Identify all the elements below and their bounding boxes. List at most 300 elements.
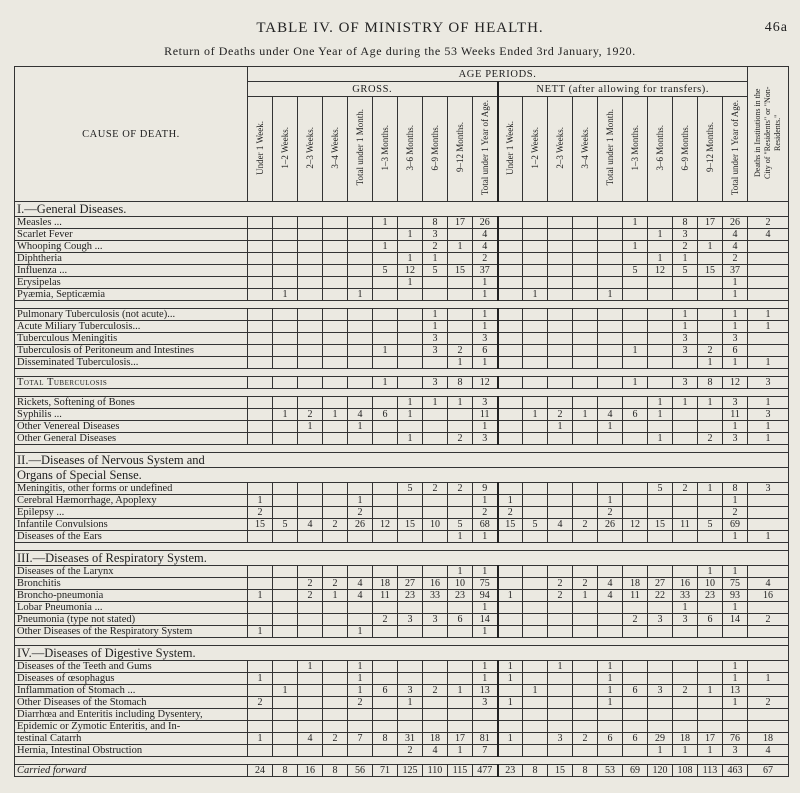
gross-value-cell: 71 xyxy=(373,765,398,777)
gross-value-cell xyxy=(373,673,398,685)
nett-value-cell xyxy=(698,333,723,345)
gross-value-cell xyxy=(273,745,298,757)
gross-value-cell xyxy=(323,661,348,673)
gross-value-cell: 5 xyxy=(423,265,448,277)
nett-value-cell xyxy=(598,217,623,229)
table-row xyxy=(15,309,789,321)
cause-label: Broncho-pneumonia xyxy=(15,590,248,602)
nett-value-cell: 3 xyxy=(673,377,698,389)
gross-value-cell xyxy=(273,661,298,673)
nett-value-cell xyxy=(523,483,548,495)
nett-value-cell xyxy=(573,697,598,709)
nett-value-cell xyxy=(598,397,623,409)
residents-value-cell: 3 xyxy=(748,483,789,495)
gross-value-cell xyxy=(273,421,298,433)
gross-value-cell xyxy=(373,289,398,301)
nett-value-cell xyxy=(698,253,723,265)
nett-value-cell: 108 xyxy=(673,765,698,777)
gross-value-cell xyxy=(423,507,448,519)
gross-col-header: 3–6 Months. xyxy=(398,97,423,202)
gross-value-cell: 10 xyxy=(448,578,473,590)
gross-value-cell xyxy=(373,495,398,507)
gross-value-cell xyxy=(373,309,398,321)
nett-value-cell: 1 xyxy=(548,661,573,673)
nett-value-cell: 1 xyxy=(723,309,748,321)
nett-value-cell xyxy=(573,309,598,321)
gross-value-cell xyxy=(248,602,273,614)
gross-value-cell: 2 xyxy=(298,409,323,421)
nett-value-cell xyxy=(698,409,723,421)
gross-value-cell xyxy=(423,409,448,421)
gross-value-cell: 11 xyxy=(373,590,398,602)
gross-value-cell: 1 xyxy=(373,345,398,357)
gross-value-cell xyxy=(273,397,298,409)
nett-value-cell xyxy=(573,265,598,277)
mortality-table xyxy=(14,66,789,777)
gross-value-cell: 1 xyxy=(473,673,498,685)
gross-value-cell: 15 xyxy=(448,265,473,277)
residents-value-cell xyxy=(748,566,789,578)
residents-value-cell xyxy=(748,661,789,673)
nett-value-cell: 17 xyxy=(698,733,723,745)
nett-value-cell xyxy=(723,709,748,721)
nett-value-cell xyxy=(648,531,673,543)
gross-value-cell xyxy=(248,531,273,543)
nett-value-cell xyxy=(548,265,573,277)
nett-value-cell xyxy=(573,602,598,614)
gross-value-cell: 1 xyxy=(448,531,473,543)
nett-value-cell xyxy=(698,673,723,685)
gross-value-cell xyxy=(348,277,373,289)
nett-value-cell xyxy=(573,566,598,578)
nett-value-cell xyxy=(648,673,673,685)
nett-value-cell xyxy=(548,377,573,389)
table-row xyxy=(15,321,789,333)
gross-value-cell: 1 xyxy=(248,495,273,507)
gross-value-cell: 3 xyxy=(423,614,448,626)
nett-value-cell xyxy=(673,626,698,638)
nett-value-cell xyxy=(673,673,698,685)
gross-value-cell xyxy=(298,397,323,409)
gross-value-cell xyxy=(323,289,348,301)
gross-value-cell: 1 xyxy=(273,409,298,421)
gross-value-cell xyxy=(298,253,323,265)
gross-value-cell: 16 xyxy=(423,578,448,590)
nett-value-cell xyxy=(548,217,573,229)
nett-value-cell: 22 xyxy=(648,590,673,602)
nett-value-cell: 1 xyxy=(673,397,698,409)
nett-value-cell xyxy=(623,673,648,685)
nett-value-cell: 6 xyxy=(623,685,648,697)
gross-value-cell xyxy=(323,265,348,277)
gross-value-cell: 8 xyxy=(273,765,298,777)
gross-value-cell xyxy=(273,733,298,745)
nett-value-cell: 12 xyxy=(723,377,748,389)
gross-value-cell: 1 xyxy=(473,357,498,369)
gross-value-cell: 5 xyxy=(373,265,398,277)
table-row xyxy=(15,590,789,602)
cause-label: Other General Diseases xyxy=(15,433,248,445)
residents-value-cell: 1 xyxy=(748,309,789,321)
section-heading: II.—Diseases of Nervous System and xyxy=(15,453,789,468)
gross-value-cell xyxy=(298,507,323,519)
gross-value-cell: 1 xyxy=(448,745,473,757)
nett-value-cell: 53 xyxy=(598,765,623,777)
gross-value-cell xyxy=(448,673,473,685)
gross-value-cell xyxy=(298,614,323,626)
gross-value-cell: 4 xyxy=(348,578,373,590)
table-row xyxy=(15,253,789,265)
nett-value-cell xyxy=(498,357,523,369)
gross-value-cell xyxy=(398,673,423,685)
cause-label: Meningitis, other forms or undefined xyxy=(15,483,248,495)
gross-value-cell: 477 xyxy=(473,765,498,777)
nett-value-cell: 2 xyxy=(548,590,573,602)
nett-value-cell xyxy=(623,397,648,409)
nett-value-cell: 8 xyxy=(523,765,548,777)
gross-value-cell xyxy=(348,397,373,409)
cause-label: Whooping Cough ... xyxy=(15,241,248,253)
nett-value-cell: 5 xyxy=(698,519,723,531)
gross-value-cell: 115 xyxy=(448,765,473,777)
nett-value-cell xyxy=(623,483,648,495)
nett-value-cell xyxy=(673,409,698,421)
gross-value-cell: 17 xyxy=(448,217,473,229)
table-row xyxy=(15,507,789,519)
nett-value-cell xyxy=(548,345,573,357)
gross-value-cell: 1 xyxy=(473,421,498,433)
gross-value-cell xyxy=(423,495,448,507)
gross-value-cell xyxy=(398,531,423,543)
nett-value-cell xyxy=(548,277,573,289)
nett-value-cell xyxy=(523,590,548,602)
gross-value-cell xyxy=(323,709,348,721)
nett-value-cell: 26 xyxy=(598,519,623,531)
gross-value-cell: 1 xyxy=(248,626,273,638)
gross-value-cell xyxy=(348,217,373,229)
gross-value-cell xyxy=(348,253,373,265)
gross-value-cell xyxy=(273,673,298,685)
nett-value-cell: 1 xyxy=(723,602,748,614)
cause-label: Syphilis ... xyxy=(15,409,248,421)
table-row xyxy=(15,685,789,697)
nett-value-cell: 37 xyxy=(723,265,748,277)
table-row xyxy=(15,519,789,531)
gross-value-cell xyxy=(273,345,298,357)
nett-value-cell xyxy=(698,507,723,519)
gross-value-cell xyxy=(248,661,273,673)
gross-value-cell xyxy=(273,229,298,241)
gross-value-cell xyxy=(423,602,448,614)
nett-value-cell xyxy=(548,483,573,495)
gross-value-cell xyxy=(398,495,423,507)
nett-value-cell xyxy=(598,253,623,265)
gross-value-cell: 18 xyxy=(423,733,448,745)
gross-value-cell xyxy=(423,289,448,301)
gross-value-cell xyxy=(448,309,473,321)
spacer-row xyxy=(15,445,789,453)
gross-value-cell: 37 xyxy=(473,265,498,277)
residents-value-cell: 1 xyxy=(748,321,789,333)
nett-value-cell xyxy=(598,566,623,578)
nett-value-cell xyxy=(698,421,723,433)
gross-value-cell xyxy=(398,602,423,614)
nett-value-cell xyxy=(648,309,673,321)
gross-value-cell xyxy=(398,309,423,321)
gross-value-cell xyxy=(273,277,298,289)
gross-value-cell xyxy=(273,507,298,519)
nett-value-cell: 1 xyxy=(548,421,573,433)
gross-value-cell: 1 xyxy=(423,397,448,409)
gross-value-cell xyxy=(248,289,273,301)
nett-value-cell: 1 xyxy=(623,377,648,389)
nett-value-cell xyxy=(673,709,698,721)
nett-value-cell xyxy=(673,661,698,673)
gross-value-cell xyxy=(373,421,398,433)
nett-value-cell: 2 xyxy=(548,578,573,590)
nett-value-cell xyxy=(498,709,523,721)
nett-value-cell xyxy=(723,626,748,638)
nett-value-cell: 1 xyxy=(723,277,748,289)
gross-value-cell xyxy=(323,495,348,507)
nett-value-cell: 1 xyxy=(498,661,523,673)
title-text: TABLE IV. OF MINISTRY OF HEALTH. xyxy=(256,20,544,36)
gross-value-cell: 2 xyxy=(448,433,473,445)
nett-value-cell xyxy=(573,321,598,333)
cause-label: Diseases of œsophagus xyxy=(15,673,248,685)
nett-value-cell: 6 xyxy=(723,345,748,357)
gross-value-cell xyxy=(248,333,273,345)
gross-value-cell xyxy=(423,421,448,433)
nett-value-cell xyxy=(548,685,573,697)
nett-value-cell: 3 xyxy=(548,733,573,745)
gross-value-cell: 68 xyxy=(473,519,498,531)
gross-value-cell: 1 xyxy=(473,602,498,614)
cause-label: Diarrhœa and Enteritis including Dysentery, xyxy=(15,709,248,721)
residents-value-cell xyxy=(748,721,789,733)
nett-value-cell: 1 xyxy=(648,397,673,409)
nett-value-cell xyxy=(698,309,723,321)
nett-value-cell xyxy=(548,357,573,369)
residents-value-cell xyxy=(748,289,789,301)
residents-value-cell xyxy=(748,685,789,697)
gross-value-cell: 56 xyxy=(348,765,373,777)
nett-value-cell: 6 xyxy=(623,409,648,421)
nett-value-cell xyxy=(548,602,573,614)
residents-value-cell: 2 xyxy=(748,697,789,709)
gross-value-cell: 1 xyxy=(473,289,498,301)
nett-value-cell xyxy=(673,495,698,507)
gross-value-cell xyxy=(273,265,298,277)
nett-value-cell xyxy=(648,321,673,333)
nett-value-cell: 15 xyxy=(698,265,723,277)
gross-value-cell xyxy=(323,229,348,241)
gross-value-cell xyxy=(373,483,398,495)
nett-value-cell xyxy=(523,531,548,543)
cause-label: Diphtheria xyxy=(15,253,248,265)
gross-value-cell xyxy=(323,721,348,733)
nett-value-cell xyxy=(598,345,623,357)
table-row xyxy=(15,483,789,495)
nett-value-cell: 2 xyxy=(673,241,698,253)
gross-value-cell: 4 xyxy=(473,241,498,253)
gross-value-cell: 3 xyxy=(423,229,448,241)
nett-value-cell: 1 xyxy=(723,421,748,433)
nett-value-cell: 1 xyxy=(498,590,523,602)
residents-value-cell xyxy=(748,333,789,345)
gross-value-cell: 1 xyxy=(373,241,398,253)
gross-value-cell: 1 xyxy=(273,289,298,301)
nett-value-cell xyxy=(598,309,623,321)
gross-value-cell xyxy=(348,433,373,445)
cause-label: testinal Catarrh xyxy=(15,733,248,745)
gross-value-cell xyxy=(248,241,273,253)
nett-value-cell: 1 xyxy=(723,289,748,301)
cause-label: Disseminated Tuberculosis... xyxy=(15,357,248,369)
gross-value-cell xyxy=(323,483,348,495)
nett-value-cell: 2 xyxy=(573,733,598,745)
nett-value-cell xyxy=(598,709,623,721)
gross-value-cell xyxy=(348,709,373,721)
gross-value-cell xyxy=(448,507,473,519)
nett-value-cell xyxy=(698,289,723,301)
cause-label: Cerebral Hæmorrhage, Apoplexy xyxy=(15,495,248,507)
gross-value-cell xyxy=(373,709,398,721)
nett-value-cell xyxy=(623,309,648,321)
gross-value-cell xyxy=(348,357,373,369)
gross-col-header: 1–2 Weeks. xyxy=(273,97,298,202)
nett-value-cell xyxy=(498,217,523,229)
table-row xyxy=(15,721,789,733)
nett-value-cell: 3 xyxy=(673,333,698,345)
nett-value-cell: 1 xyxy=(723,321,748,333)
gross-value-cell: 2 xyxy=(423,241,448,253)
gross-value-cell: 2 xyxy=(473,507,498,519)
gross-value-cell xyxy=(248,397,273,409)
gross-value-cell xyxy=(348,566,373,578)
gross-value-cell: 1 xyxy=(448,566,473,578)
gross-value-cell xyxy=(323,345,348,357)
nett-value-cell: 29 xyxy=(648,733,673,745)
gross-value-cell: 1 xyxy=(298,421,323,433)
gross-value-cell xyxy=(248,685,273,697)
nett-value-cell xyxy=(573,217,598,229)
nett-value-cell: 3 xyxy=(723,333,748,345)
table-row xyxy=(15,377,789,389)
gross-value-cell xyxy=(298,685,323,697)
gross-value-cell xyxy=(448,697,473,709)
nett-value-cell xyxy=(573,433,598,445)
gross-value-cell: 1 xyxy=(248,733,273,745)
nett-value-cell: 1 xyxy=(523,289,548,301)
table-row xyxy=(15,229,789,241)
table-subtitle: Return of Deaths under One Year of Age during the 53 Weeks Ended 3rd January, 1920. xyxy=(164,44,636,58)
gross-value-cell xyxy=(348,531,373,543)
nett-value-cell xyxy=(723,721,748,733)
cause-label: Tuberculous Meningitis xyxy=(15,333,248,345)
gross-value-cell xyxy=(398,721,423,733)
nett-col-header: Under 1 Week. xyxy=(498,97,523,202)
spacer-cell xyxy=(15,389,789,397)
nett-value-cell: 1 xyxy=(723,357,748,369)
gross-value-cell xyxy=(248,421,273,433)
nett-value-cell xyxy=(498,433,523,445)
gross-value-cell: 1 xyxy=(348,289,373,301)
nett-value-cell xyxy=(548,709,573,721)
gross-value-cell xyxy=(248,357,273,369)
nett-value-cell xyxy=(573,357,598,369)
gross-col-header: Under 1 Week. xyxy=(248,97,273,202)
gross-value-cell: 1 xyxy=(398,409,423,421)
gross-value-cell xyxy=(348,265,373,277)
gross-value-cell xyxy=(448,721,473,733)
table-body xyxy=(15,202,789,777)
section-heading-row xyxy=(15,453,789,468)
cause-label: Erysipelas xyxy=(15,277,248,289)
section-heading: Organs of Special Sense. xyxy=(15,468,789,483)
nett-value-cell xyxy=(548,507,573,519)
gross-value-cell: 94 xyxy=(473,590,498,602)
gross-value-cell xyxy=(348,229,373,241)
nett-value-cell: 1 xyxy=(673,321,698,333)
gross-value-cell xyxy=(398,507,423,519)
gross-value-cell xyxy=(248,745,273,757)
gross-value-cell xyxy=(373,566,398,578)
gross-value-cell xyxy=(398,626,423,638)
nett-value-cell xyxy=(598,277,623,289)
nett-value-cell xyxy=(523,333,548,345)
gross-value-cell xyxy=(398,377,423,389)
nett-value-cell xyxy=(598,241,623,253)
nett-value-cell: 1 xyxy=(498,495,523,507)
nett-value-cell xyxy=(498,602,523,614)
gross-value-cell: 3 xyxy=(398,614,423,626)
nett-value-cell: 15 xyxy=(648,519,673,531)
nett-value-cell: 23 xyxy=(698,590,723,602)
spacer-cell xyxy=(15,445,789,453)
gross-value-cell: 24 xyxy=(248,765,273,777)
nett-value-cell xyxy=(498,685,523,697)
gross-value-cell: 27 xyxy=(398,578,423,590)
gross-value-cell xyxy=(423,673,448,685)
gross-value-cell xyxy=(398,709,423,721)
nett-value-cell xyxy=(573,685,598,697)
nett-value-cell xyxy=(498,626,523,638)
nett-value-cell: 1 xyxy=(723,697,748,709)
residents-value-cell: 1 xyxy=(748,673,789,685)
nett-value-cell xyxy=(573,345,598,357)
nett-value-cell xyxy=(623,229,648,241)
nett-value-cell: 93 xyxy=(723,590,748,602)
nett-value-cell xyxy=(573,614,598,626)
nett-value-cell: 4 xyxy=(723,241,748,253)
gross-value-cell xyxy=(448,253,473,265)
gross-value-cell: 3 xyxy=(423,333,448,345)
nett-value-cell xyxy=(573,673,598,685)
gross-value-cell: 2 xyxy=(298,578,323,590)
gross-value-cell: 3 xyxy=(423,345,448,357)
nett-value-cell xyxy=(598,602,623,614)
gross-value-cell xyxy=(248,217,273,229)
nett-value-cell xyxy=(523,566,548,578)
table-row xyxy=(15,495,789,507)
nett-value-cell xyxy=(573,397,598,409)
nett-value-cell: 2 xyxy=(723,253,748,265)
residents-value-cell: 1 xyxy=(748,531,789,543)
nett-value-cell xyxy=(498,241,523,253)
cause-label: Infantile Convulsions xyxy=(15,519,248,531)
nett-value-cell xyxy=(573,507,598,519)
